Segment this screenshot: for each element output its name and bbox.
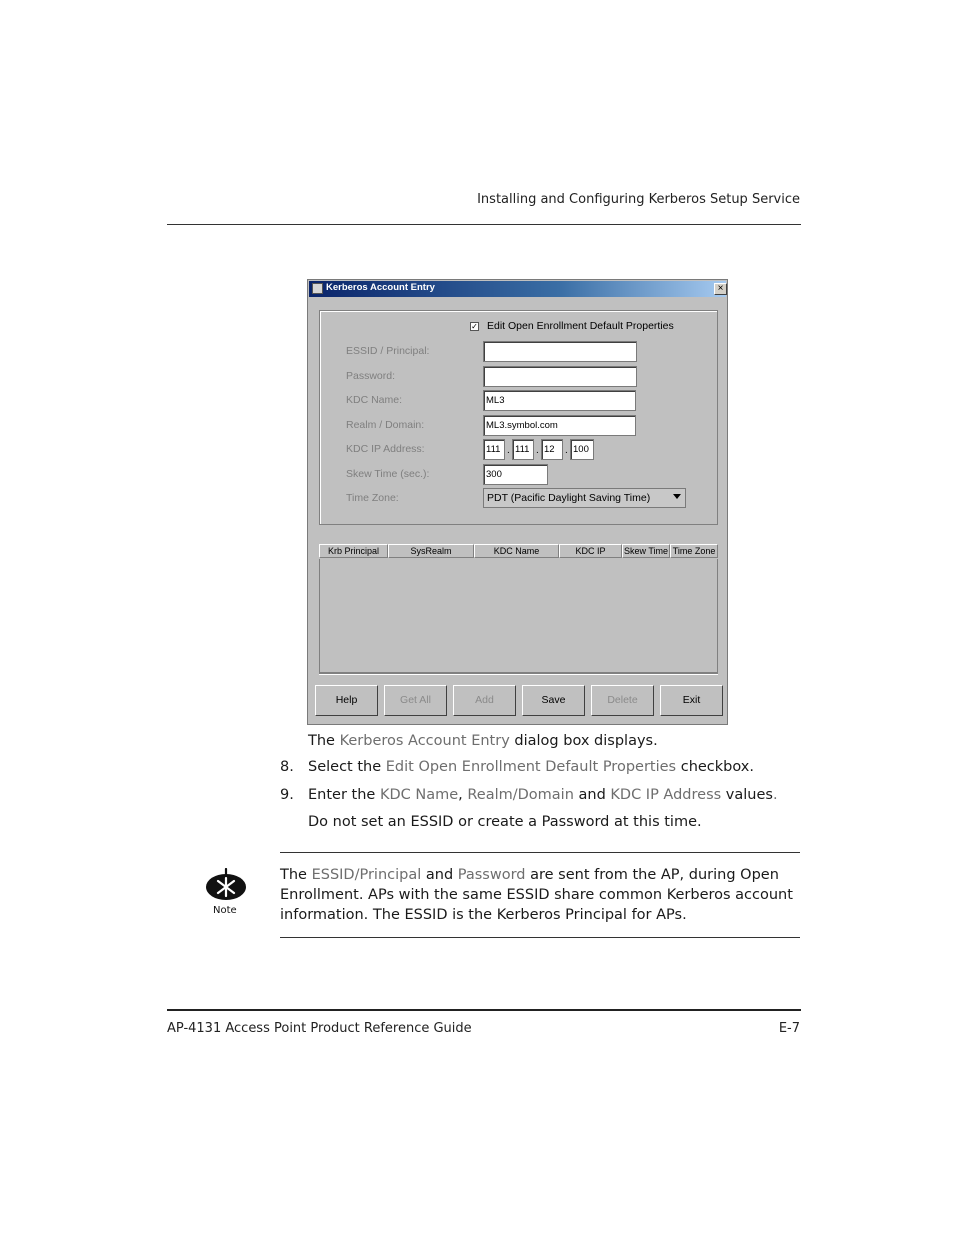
ip-separator: .: [507, 445, 510, 456]
step-text: values: [721, 787, 773, 803]
step-text: and: [573, 787, 611, 803]
help-button[interactable]: Help: [315, 685, 378, 716]
edit-open-enrollment-label: Edit Open Enrollment Default Properties: [487, 320, 674, 332]
caption: [308, 733, 658, 749]
chevron-down-icon[interactable]: [673, 494, 681, 499]
ip-separator: .: [565, 445, 568, 456]
ip-separator: .: [536, 445, 539, 456]
kdc-name-input[interactable]: ML3: [483, 390, 636, 411]
accounts-table-header: [319, 544, 718, 559]
edit-open-enrollment-checkbox[interactable]: ✓: [471, 322, 478, 331]
column-header[interactable]: Time Zone: [670, 544, 718, 558]
save-button[interactable]: Save: [522, 685, 585, 716]
kerberos-account-entry-dialog: [307, 279, 728, 725]
note-text: are sent from the AP, during Open: [525, 867, 779, 883]
password-input[interactable]: [483, 366, 637, 387]
note-line-2: Enrollment. APs with the same ESSID share common Kerberos account: [280, 887, 793, 903]
kdc-name-label: KDC Name:: [346, 394, 403, 406]
step-text: checkbox.: [676, 759, 754, 775]
step-text: Enter the: [308, 787, 380, 803]
column-header[interactable]: SysRealm: [388, 544, 474, 558]
step-text: Select the: [308, 759, 386, 775]
note-line-1: [280, 867, 779, 883]
note-bottom-rule: [280, 937, 800, 938]
step-9-number: 9.: [280, 787, 294, 803]
ip-octet-1[interactable]: 111: [483, 439, 505, 460]
skew-time-label: Skew Time (sec.):: [346, 468, 430, 480]
step-text: ,: [458, 787, 468, 803]
step-text: .: [772, 787, 778, 803]
essid-input[interactable]: [483, 341, 637, 362]
step-highlight: Edit Open Enrollment Default Properties: [385, 759, 677, 775]
dialog-titlebar: [309, 281, 726, 297]
note-text: and: [421, 867, 458, 883]
note-icon: [205, 868, 247, 924]
accounts-table-body[interactable]: [319, 559, 718, 673]
skew-time-input[interactable]: 300: [483, 464, 548, 485]
note-highlight: Password: [457, 867, 526, 883]
password-label: Password:: [346, 370, 396, 382]
caption-highlight: Kerberos Account Entry: [339, 733, 510, 749]
step-9-note: Do not set an ESSID or create a Password at this time.: [308, 814, 702, 830]
step-highlight: KDC Name: [379, 787, 459, 803]
step-8: [308, 759, 754, 775]
get-all-button[interactable]: Get All: [384, 685, 447, 716]
column-header[interactable]: Skew Time: [623, 546, 668, 556]
exit-button[interactable]: Exit: [660, 685, 723, 716]
kdc-ip-label: KDC IP Address:: [346, 443, 425, 455]
add-button[interactable]: Add: [453, 685, 516, 716]
note-highlight: ESSID/Principal: [311, 867, 422, 883]
step-highlight: KDC IP Address: [610, 787, 722, 803]
close-icon[interactable]: ×: [714, 283, 727, 295]
note-icon-label: Note: [213, 905, 237, 916]
caption-text: The: [308, 733, 340, 749]
header-rule: [167, 224, 801, 225]
time-zone-select[interactable]: [483, 488, 686, 508]
button-separator: [319, 673, 718, 675]
note-text: The: [280, 867, 312, 883]
note-line-3: information. The ESSID is the Kerberos Principal for APs.: [280, 907, 687, 923]
step-highlight: Realm/Domain: [467, 787, 574, 803]
step-8-number: 8.: [280, 759, 294, 775]
delete-button[interactable]: Delete: [591, 685, 654, 716]
caption-text: dialog box displays.: [509, 733, 658, 749]
ip-octet-4[interactable]: 100: [570, 439, 594, 460]
column-header[interactable]: Krb Principal: [319, 544, 388, 558]
realm-label: Realm / Domain:: [346, 419, 425, 431]
note-top-rule: [280, 852, 800, 853]
running-header: Installing and Configuring Kerberos Setup Service: [477, 192, 800, 207]
step-9: [308, 787, 778, 803]
app-icon: [312, 283, 323, 294]
ip-octet-2[interactable]: 111: [512, 439, 534, 460]
dialog-title: Kerberos Account Entry: [326, 282, 435, 293]
footer-title: AP-4131 Access Point Product Reference Guide: [167, 1021, 472, 1036]
realm-input[interactable]: ML3.symbol.com: [483, 415, 636, 436]
footer-rule: [167, 1009, 801, 1011]
column-header[interactable]: KDC Name: [474, 544, 559, 558]
time-zone-label: Time Zone:: [346, 492, 399, 504]
essid-label: ESSID / Principal:: [346, 345, 430, 357]
ip-octet-3[interactable]: 12: [541, 439, 563, 460]
column-header[interactable]: KDC IP: [559, 544, 622, 558]
page-number: E-7: [778, 1021, 800, 1036]
time-zone-value: PDT (Pacific Daylight Saving Time): [487, 492, 651, 504]
